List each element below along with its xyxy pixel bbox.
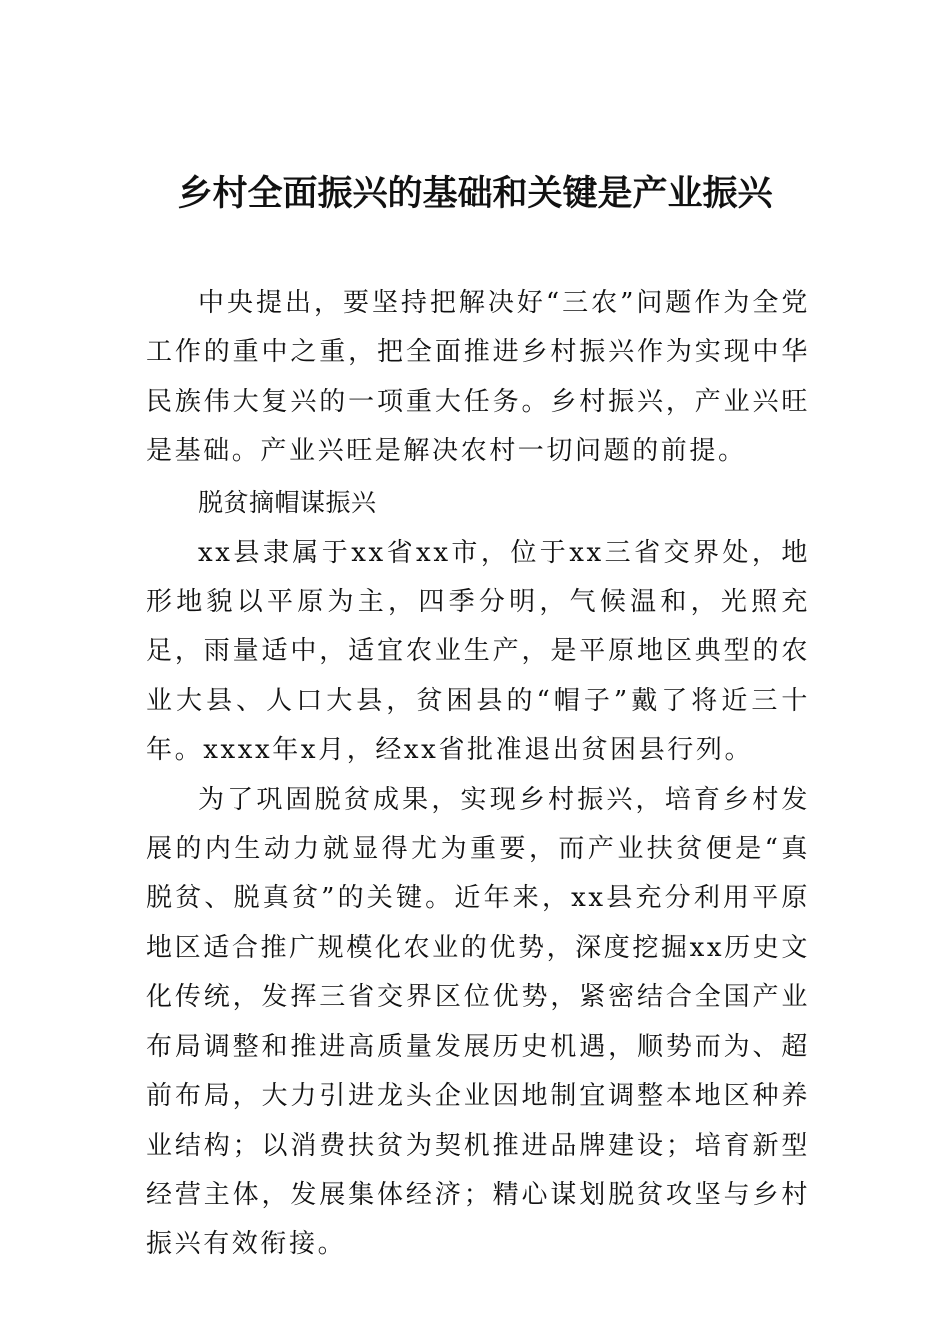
document-body: [146, 279, 810, 1270]
section-paragraph-county-overview: xx县隶属于xx省xx市，位于xx三省交界处，地形地貌以平原为主，四季分明，气候温和，光照充足，雨量适中，适宜农业生产，是平原地区典型的农业大县、人口大县，贫困县的“帽子”戴了将近三十年。xxxx年x月，经xx省批准退出贫困县行列。: [146, 537, 810, 766]
section-paragraph-industry-measures: 为了巩固脱贫成果，实现乡村振兴，培育乡村发展的内生动力就显得尤为重要，而产业扶贫便是“真脱贫、脱真贫”的关键。近年来，xx县充分利用平原地区适合推广规模化农业的优势，深度挖掘xx历史文化传统，发挥三省交界区位优势，紧密结合全国产业布局调整和推进高质量发展历史机遇，顺势而为、超前布局，大力引进龙头企业因地制宜调整本地区种养业结构；以消费扶贫为契机推进品牌建设；培育新型经营主体，发展集体经济；精心谋划脱贫攻坚与乡村振兴有效衔接。: [146, 784, 810, 1260]
intro-paragraph: 中央提出，要坚持把解决好“三农”问题作为全党工作的重中之重，把全面推进乡村振兴作为实现中华民族伟大复兴的一项重大任务。乡村振兴，产业兴旺是基础。产业兴旺是解决农村一切问题的前提。: [146, 288, 810, 467]
document-title: 乡村全面振兴的基础和关键是产业振兴: [177, 173, 773, 214]
section-heading: 脱贫摘帽谋振兴: [198, 487, 377, 517]
